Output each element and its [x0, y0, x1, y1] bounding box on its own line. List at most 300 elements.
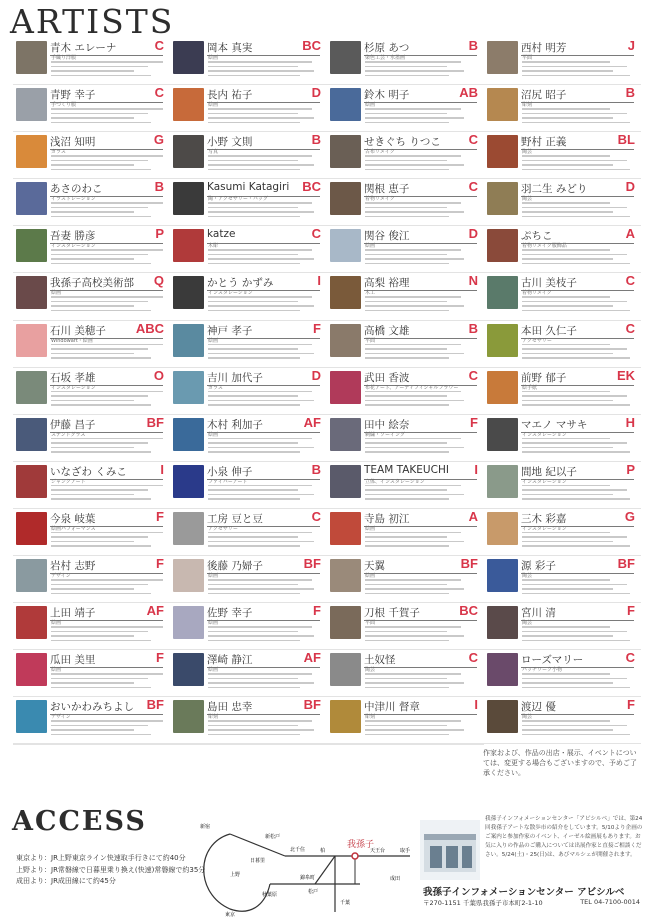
venue-code: BC — [459, 603, 478, 619]
artist-category: 陶芸 — [522, 620, 533, 627]
artist-name: 岡本 真実 — [207, 42, 253, 54]
artist-card — [484, 273, 641, 320]
artist-category: 木工 — [365, 290, 376, 297]
artist-thumbnail — [330, 371, 361, 404]
artist-description — [51, 579, 163, 599]
artist-category: 絵画 — [365, 573, 376, 580]
venue-code: B — [468, 320, 478, 336]
artist-card — [484, 38, 641, 85]
venue-code: I — [474, 461, 478, 477]
venue-code: AB — [459, 85, 478, 101]
artist-category: ガラス — [208, 384, 223, 391]
artist-name: 沼尻 昭子 — [521, 89, 567, 102]
artist-category: デザイン — [51, 573, 71, 580]
artist-card — [484, 509, 641, 556]
artist-thumbnail — [173, 559, 204, 592]
venue-code: G — [624, 508, 635, 524]
artist-thumbnail — [173, 606, 204, 639]
artist-name: いなざわ くみこ — [50, 465, 127, 478]
artist-card — [13, 462, 170, 509]
artist-category: 木彫 — [208, 243, 219, 250]
artist-thumbnail — [487, 41, 518, 74]
artist-category: 彫刻 — [208, 714, 219, 721]
artist-card — [170, 556, 327, 603]
artist-card — [327, 321, 484, 368]
map-label-kashiwa: 柏 — [320, 848, 326, 854]
venue-code: P — [155, 226, 164, 242]
map-label-matsudo: 松戸 — [308, 889, 319, 895]
artist-card — [327, 744, 484, 745]
artist-thumbnail — [330, 418, 361, 451]
map-label-chiba: 千葉 — [340, 900, 351, 906]
venue-code: C — [625, 650, 635, 666]
artist-name: 宮川 清 — [521, 607, 556, 620]
artist-description — [208, 579, 320, 599]
venue-code: C — [468, 179, 478, 195]
info-center-address: 〒270-1151 千葉県我孫子市本町2-1-10 — [423, 899, 543, 907]
artist-name: 関谷 俊江 — [364, 230, 410, 243]
venue-code: I — [317, 273, 321, 289]
artist-description — [522, 202, 634, 222]
page-title: ARTISTS — [10, 2, 175, 41]
artist-card — [327, 179, 484, 226]
artist-category: デザイン — [51, 714, 71, 721]
artist-description — [208, 720, 320, 740]
artist-name: 野村 正義 — [521, 136, 567, 149]
artist-description — [208, 296, 320, 316]
artist-name: 青野 幸子 — [50, 89, 96, 102]
artist-description — [522, 579, 634, 599]
artist-category: インスタレーション — [51, 384, 96, 391]
artist-category: パッチワーク小物 — [522, 667, 563, 674]
artist-category: 絵画 — [208, 55, 219, 61]
artist-thumbnail — [16, 371, 47, 404]
artist-category: アクセサリー — [208, 525, 238, 532]
artist-thumbnail — [487, 88, 518, 121]
artist-name: 木村 利加子 — [207, 418, 263, 431]
artist-description — [365, 579, 477, 599]
venue-code: C — [311, 508, 321, 524]
artist-name: 後藤 乃婦子 — [207, 560, 263, 573]
artist-category: イラストレーション — [51, 196, 96, 203]
venue-code: F — [313, 603, 321, 619]
artist-name: 天翼 — [364, 560, 385, 573]
artist-description — [51, 485, 163, 505]
artist-card — [170, 603, 327, 650]
access-title: ACCESS — [12, 806, 147, 837]
artist-description — [208, 344, 320, 364]
artist-description — [365, 61, 477, 81]
artist-name: 吉川 加代子 — [207, 371, 263, 384]
artist-name: 源 彩子 — [521, 560, 556, 573]
artist-card — [327, 462, 484, 509]
artist-card — [327, 650, 484, 697]
artist-category: 着物リメイク — [365, 196, 395, 203]
artist-thumbnail — [330, 700, 361, 733]
artist-name: 田中 絵奈 — [364, 418, 410, 431]
artist-name: 上田 靖子 — [50, 607, 96, 620]
artist-name: おいかわみちよし — [50, 701, 134, 714]
artist-name: katze — [207, 228, 236, 241]
artist-description — [522, 249, 634, 269]
artist-name: せきぐち りつこ — [364, 136, 441, 149]
map-label-tennodai: 天王台 — [370, 848, 386, 854]
artist-card — [13, 273, 170, 320]
artist-name: 我孫子高校美術部 — [50, 277, 134, 290]
artist-card — [327, 556, 484, 603]
venue-code: BF — [303, 697, 321, 713]
venue-code: C — [468, 132, 478, 148]
artist-category: 陶芸 — [522, 149, 533, 156]
artist-thumbnail — [173, 418, 204, 451]
artist-description — [522, 155, 634, 175]
artist-name: 小野 文則 — [207, 136, 253, 149]
artist-description — [365, 249, 477, 269]
venue-code: BF — [617, 556, 635, 572]
map-label-abiko: 我孫子 — [347, 840, 375, 850]
artist-category: 絵画 — [208, 337, 219, 344]
artist-category: 平面 — [365, 337, 376, 344]
artist-thumbnail — [173, 371, 204, 404]
artist-description — [208, 391, 320, 411]
venue-code: F — [313, 320, 321, 336]
artist-card — [484, 226, 641, 273]
artist-description — [51, 344, 163, 364]
artist-card — [170, 85, 327, 132]
artist-description — [208, 532, 320, 552]
artist-category: ファイバーアート — [208, 478, 248, 485]
artist-category: 手づくり服 — [51, 102, 77, 109]
artist-card — [170, 415, 327, 462]
venue-code: AF — [146, 603, 164, 619]
venue-code: C — [311, 226, 321, 242]
artist-name: 高梨 裕理 — [364, 277, 410, 290]
artist-description — [522, 720, 634, 740]
artist-thumbnail — [487, 465, 518, 498]
artist-name: ぷちこ — [521, 230, 553, 243]
artist-description — [51, 673, 163, 693]
artist-category: 着物リメイク — [522, 290, 552, 297]
artist-category: 陶芸 — [522, 573, 533, 580]
venue-code: J — [627, 38, 635, 53]
artist-name: 本田 久仁子 — [521, 324, 577, 337]
artist-category: 平面 — [522, 55, 533, 61]
artist-name: かとう かずみ — [207, 277, 274, 290]
venue-code: AF — [303, 650, 321, 666]
artist-thumbnail — [330, 653, 361, 686]
map-label-shinmatsudo: 新松戸 — [265, 834, 281, 840]
route-tokyo: 東京より：JR上野東京ライン快速取手行きにて約40分 — [16, 854, 186, 862]
artist-thumbnail — [487, 182, 518, 215]
artist-thumbnail — [16, 229, 47, 262]
artist-category: 絵画 — [208, 573, 219, 580]
artist-category: 着物リメイク服飾品 — [522, 243, 567, 250]
info-center-name: 我孫子インフォメーションセンター アビシルベ — [423, 887, 625, 898]
artist-description — [208, 673, 320, 693]
artist-description — [365, 202, 477, 222]
venue-code: BF — [146, 414, 164, 430]
artist-card — [13, 38, 170, 85]
artist-description — [365, 344, 477, 364]
venue-code: C — [468, 367, 478, 383]
artist-card — [170, 226, 327, 273]
artist-card — [170, 368, 327, 415]
artist-description — [208, 61, 320, 81]
artist-thumbnail — [487, 229, 518, 262]
artist-description — [365, 438, 477, 458]
artist-name: 島田 忠幸 — [207, 701, 253, 714]
artist-category: 絵画 — [51, 620, 62, 627]
artist-category: ジャンクアート — [51, 478, 86, 485]
artist-thumbnail — [16, 700, 47, 733]
map-label-nippori: 日暮里 — [250, 858, 266, 864]
artist-thumbnail — [16, 512, 47, 545]
artist-category: 古布リメイク — [365, 149, 395, 156]
artist-category: インスタレーション — [522, 431, 567, 438]
artist-name: 杉原 あつ — [364, 42, 410, 54]
artist-name: 佐野 幸子 — [207, 607, 253, 620]
venue-code: BF — [303, 556, 321, 572]
artist-category: 手織り洋服 — [51, 55, 77, 61]
artist-description — [365, 155, 477, 175]
artist-name: 吾妻 勝彦 — [50, 230, 96, 243]
artist-description — [365, 532, 477, 552]
artist-category: 立体、インスタレーション — [365, 478, 425, 485]
artist-category: 陶・アクセサリー・バッグ — [208, 196, 268, 203]
artist-description — [522, 532, 634, 552]
artist-category: 平面 — [365, 620, 376, 627]
artist-card — [170, 650, 327, 697]
artist-category: 刺繍・ソーイング — [365, 431, 405, 438]
artist-name: 石坂 孝雄 — [50, 371, 96, 384]
artist-thumbnail — [487, 653, 518, 686]
artist-description — [522, 61, 634, 81]
venue-code: BC — [302, 38, 321, 53]
venue-code: BC — [302, 179, 321, 195]
artist-name: 刀根 千賀子 — [364, 607, 420, 620]
artist-name: 鈴木 明子 — [364, 89, 410, 102]
venue-code: A — [625, 226, 635, 242]
map-label-akihabara: 秋葉原 — [262, 892, 278, 898]
artist-description — [208, 485, 320, 505]
map-label-tokyo: 東京 — [225, 912, 236, 918]
map-label-kitasenju: 北千住 — [290, 847, 306, 853]
artist-thumbnail — [487, 371, 518, 404]
artist-category: アクセサリー — [522, 337, 552, 344]
route-narita: 成田より：JR成田線にて約45分 — [16, 877, 116, 885]
artist-card — [327, 415, 484, 462]
artist-thumbnail — [16, 465, 47, 498]
artist-thumbnail — [173, 653, 204, 686]
artist-category: 絵画 — [208, 431, 219, 438]
artist-card — [13, 603, 170, 650]
route-ueno: 上野より：JR常磐線で日暮里乗り換え(快速)常磐線で約35分 — [16, 865, 206, 874]
footnote: 作家および、作品の出店・展示、イベントについては、変更する場合もございますので、予めご了承ください。 — [483, 749, 637, 777]
artist-card — [13, 132, 170, 179]
artist-thumbnail — [173, 700, 204, 733]
artist-card — [484, 603, 641, 650]
venue-code: G — [153, 132, 164, 148]
artist-card — [484, 462, 641, 509]
artist-card — [170, 744, 327, 745]
artist-description — [208, 626, 320, 646]
artist-thumbnail — [330, 276, 361, 309]
artist-name: 寺島 初江 — [364, 512, 410, 525]
artist-category: 染色工芸・水墨画 — [365, 55, 406, 61]
artist-thumbnail — [173, 135, 204, 168]
artist-category: Windowart・絵画 — [51, 337, 93, 344]
venue-code: ABC — [135, 320, 164, 336]
map-label-ueno: 上野 — [230, 872, 241, 878]
artist-thumbnail — [173, 276, 204, 309]
artist-name: 伊藤 昌子 — [50, 418, 96, 431]
artist-category: 絵画 — [51, 667, 62, 674]
artist-category: 絵画 — [365, 525, 376, 532]
artist-thumbnail — [330, 229, 361, 262]
artist-card — [327, 697, 484, 744]
artist-name: 長内 祐子 — [207, 89, 253, 102]
artist-description — [522, 108, 634, 128]
artist-card — [170, 462, 327, 509]
artist-thumbnail — [16, 418, 47, 451]
venue-code: C — [154, 85, 164, 101]
artist-description — [522, 296, 634, 316]
artist-category: インスタレーション — [51, 243, 96, 250]
artist-category: 写真 — [208, 149, 219, 156]
artist-name: 渡辺 優 — [521, 701, 556, 714]
artist-category: 絵画 — [208, 667, 219, 674]
artist-description — [522, 673, 634, 693]
artist-thumbnail — [173, 41, 204, 74]
venue-code: F — [470, 414, 478, 430]
artist-card — [327, 509, 484, 556]
artist-card — [170, 509, 327, 556]
map-label-shinjuku: 新宿 — [200, 824, 211, 830]
venue-code: F — [156, 556, 164, 572]
artist-thumbnail — [16, 559, 47, 592]
venue-code: D — [311, 367, 321, 383]
artist-card — [13, 415, 170, 462]
artist-card — [13, 85, 170, 132]
artist-name: 石川 美穂子 — [50, 324, 106, 337]
artist-card — [484, 697, 641, 744]
route-notes — [16, 853, 205, 888]
venue-code: B — [625, 85, 635, 101]
artist-card — [13, 650, 170, 697]
artist-card — [327, 85, 484, 132]
artist-name: 関根 恵子 — [364, 183, 410, 196]
artist-description — [522, 344, 634, 364]
venue-code: F — [627, 697, 635, 713]
artist-description — [51, 720, 163, 740]
venue-code: F — [627, 603, 635, 619]
artist-description — [522, 626, 634, 646]
artist-category: 陶芸 — [522, 714, 533, 721]
artist-description — [51, 626, 163, 646]
artist-category: 絵画 — [365, 243, 376, 250]
artist-card — [13, 179, 170, 226]
artist-name: 間地 紀以子 — [521, 465, 577, 478]
artist-description — [51, 61, 163, 81]
artist-description — [51, 249, 163, 269]
artist-description — [208, 108, 320, 128]
venue-code: F — [156, 650, 164, 666]
artist-thumbnail — [487, 512, 518, 545]
artist-description — [51, 438, 163, 458]
artist-thumbnail — [173, 512, 204, 545]
artist-description — [208, 202, 320, 222]
artist-description — [51, 296, 163, 316]
artist-category: 絵画 — [208, 102, 219, 109]
artist-description — [208, 438, 320, 458]
artist-category: 絵画 — [208, 620, 219, 627]
access-map — [190, 814, 420, 920]
venue-code: I — [160, 461, 164, 477]
artist-thumbnail — [487, 559, 518, 592]
artist-description — [522, 391, 634, 411]
artist-thumbnail — [16, 606, 47, 639]
artist-description — [51, 532, 163, 552]
artist-card — [484, 132, 641, 179]
info-center-description: 我孫子インフォメーションセンター「アビシルベ」では、第24回我孫子アートな散歩市の紹介をしています。5/10より企画のご案内と参加作家のイベント、イーゼル絵画展もあります。お気に入りの作品のご購入については出展作家と直接ご相談ください。5/24(土)・25(日)は、あびマルシェが開催されます。 — [485, 816, 643, 858]
venue-code: BF — [460, 556, 478, 572]
artist-description — [522, 485, 634, 505]
artist-name: Kasumi Katagiri — [207, 181, 290, 194]
artist-category: 陶芸 — [365, 667, 376, 674]
artist-name: 澤崎 静江 — [207, 654, 253, 667]
artist-description — [522, 438, 634, 458]
artist-category: 彫刻 — [365, 714, 376, 721]
artist-thumbnail — [330, 606, 361, 639]
artist-name: ローズマリー — [521, 654, 584, 667]
artist-card — [484, 85, 641, 132]
venue-code: B — [311, 132, 321, 148]
artist-card — [484, 321, 641, 368]
artist-name: 西村 明芳 — [521, 42, 567, 54]
artist-thumbnail — [487, 135, 518, 168]
map-label-toride: 取手 — [400, 848, 411, 854]
artist-card — [327, 38, 484, 85]
artist-category: インスタレーション — [208, 290, 253, 297]
map-label-narita: 成田 — [390, 876, 401, 882]
artist-category: 布花アート、アーティフィシャルフラワー — [365, 384, 459, 391]
venue-code: BF — [146, 697, 164, 713]
venue-code: AF — [303, 414, 321, 430]
artist-category: 絵画 — [51, 290, 62, 297]
venue-code: Q — [153, 273, 164, 289]
artist-description — [365, 626, 477, 646]
venue-code: D — [311, 85, 321, 101]
artist-name: 青木 エレーナ — [50, 42, 117, 54]
artist-name: 小泉 伸子 — [207, 465, 253, 478]
artist-description — [365, 391, 477, 411]
venue-code: D — [625, 179, 635, 195]
abiko-marker — [352, 853, 358, 859]
artist-name: 高橋 文雄 — [364, 324, 410, 337]
artist-thumbnail — [330, 41, 361, 74]
artist-card — [13, 368, 170, 415]
artist-name: 古川 美枝子 — [521, 277, 577, 290]
artist-description — [365, 296, 477, 316]
artist-thumbnail — [16, 276, 47, 309]
artist-card — [170, 179, 327, 226]
artist-category: ガラス — [51, 149, 66, 156]
artist-thumbnail — [330, 324, 361, 357]
map-label-kinshicho: 錦糸町 — [300, 875, 316, 881]
info-center-photo — [420, 820, 480, 880]
artist-thumbnail — [487, 700, 518, 733]
artist-card — [13, 226, 170, 273]
